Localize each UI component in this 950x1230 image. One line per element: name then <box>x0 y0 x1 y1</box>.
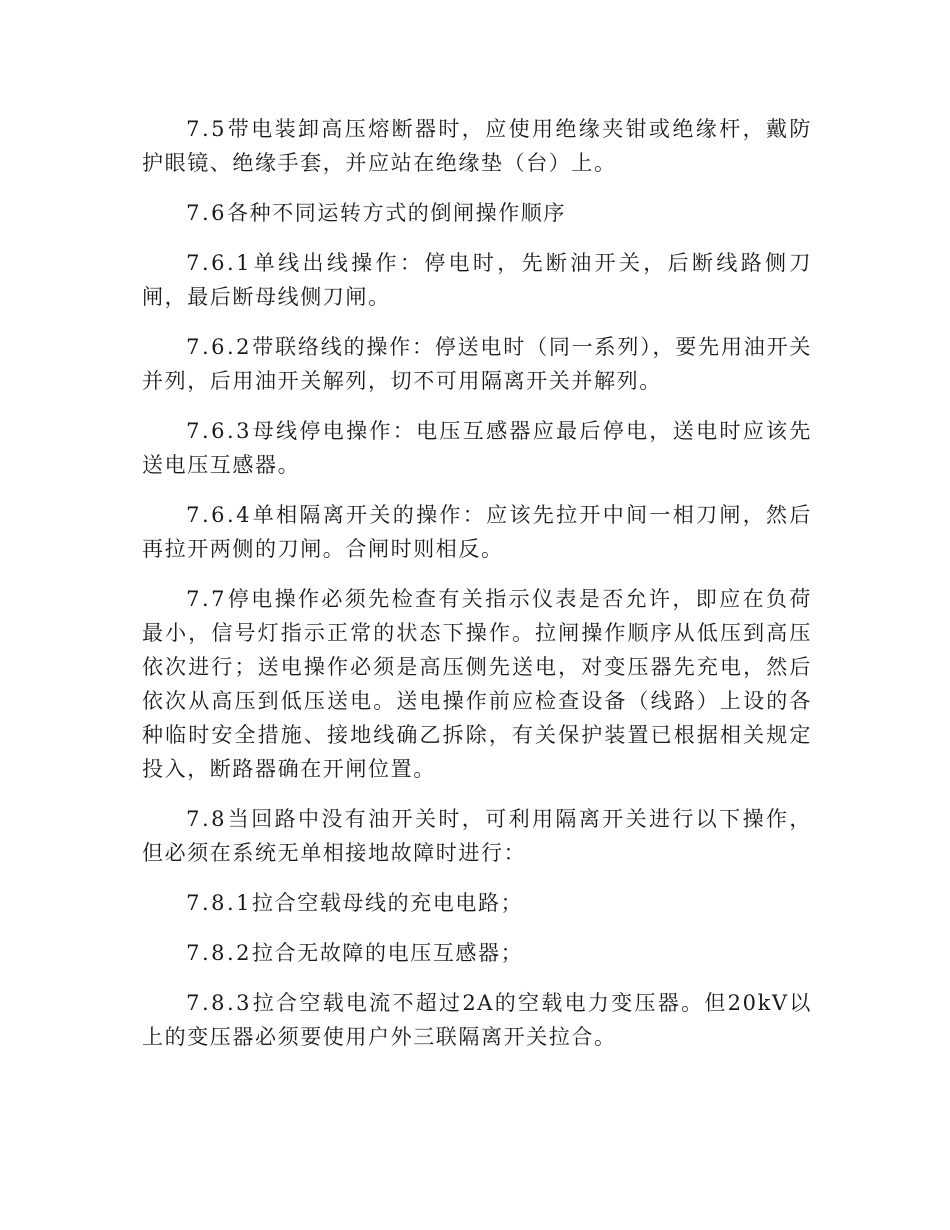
paragraph-text: 停电操作必须先检查有关指示仪表是否允许，即应在负荷最小，信号灯指示正常的状态下操作。拉闸操作顺序从低压到高压依次进行；送电操作必须是高压侧先送电，对变压器先充电，然后依次从高压到低压送电。送电操作前应检查设备（线路）上设的各种临时安全措施、接地线确乙拆除，有关保护装置已根据相关规定投入，断路器确在开闸位置。 <box>142 587 812 781</box>
section-number: 7.5 <box>186 117 227 141</box>
paragraph-7-6 <box>142 196 812 230</box>
paragraph-text: 当回路中没有油开关时，可利用隔离开关进行以下操作，但必须在系统无单相接地故障时进行： <box>142 807 812 865</box>
document-body <box>142 112 812 1070</box>
section-number: 7.6 <box>186 201 227 225</box>
section-number: 7.6.1 <box>186 251 253 275</box>
section-number: 7.8.3 <box>186 991 253 1015</box>
paragraph-text: 单线出线操作：停电时，先断油开关，后断线路侧刀闸，最后断母线侧刀闸。 <box>142 251 812 309</box>
paragraph-text: 单相隔离开关的操作：应该先拉开中间一相刀闸，然后再拉开两侧的刀闸。合闸时则相反。 <box>142 503 812 561</box>
paragraph-7-7 <box>142 582 812 786</box>
paragraph-text: 拉合无故障的电压互感器； <box>252 941 524 965</box>
paragraph-7-6-4 <box>142 498 812 566</box>
section-number: 7.7 <box>186 587 227 611</box>
paragraph-7-8-1 <box>142 886 812 920</box>
paragraph-7-8-2 <box>142 936 812 970</box>
paragraph-7-6-1 <box>142 246 812 314</box>
paragraph-7-6-2 <box>142 330 812 398</box>
paragraph-7-5 <box>142 112 812 180</box>
paragraph-text: 母线停电操作：电压互感器应最后停电，送电时应该先送电压互感器。 <box>142 419 812 477</box>
paragraph-text: 带电装卸高压熔断器时，应使用绝缘夹钳或绝缘杆，戴防护眼镜、绝缘手套，并应站在绝缘垫（台）上。 <box>142 117 812 175</box>
section-number: 7.8.2 <box>186 941 253 965</box>
paragraph-text: 拉合空载母线的充电电路； <box>252 891 524 915</box>
section-number: 7.8 <box>186 807 227 831</box>
section-number: 7.6.4 <box>186 503 253 527</box>
section-number: 7.6.3 <box>186 419 253 443</box>
section-number: 7.8.1 <box>186 891 253 915</box>
paragraph-text: 带联络线的操作：停送电时（同一系列），要先用油开关并列，后用油开关解列，切不可用隔离开关并解列。 <box>142 335 812 393</box>
paragraph-text: 拉合空载电流不超过2A的空载电力变压器。但20kV以上的变压器必须要使用户外三联隔离开关拉合。 <box>142 991 812 1049</box>
section-number: 7.6.2 <box>186 335 253 359</box>
paragraph-text: 各种不同运转方式的倒闸操作顺序 <box>227 201 566 225</box>
paragraph-7-8-3 <box>142 986 812 1054</box>
paragraph-7-8 <box>142 802 812 870</box>
paragraph-7-6-3 <box>142 414 812 482</box>
